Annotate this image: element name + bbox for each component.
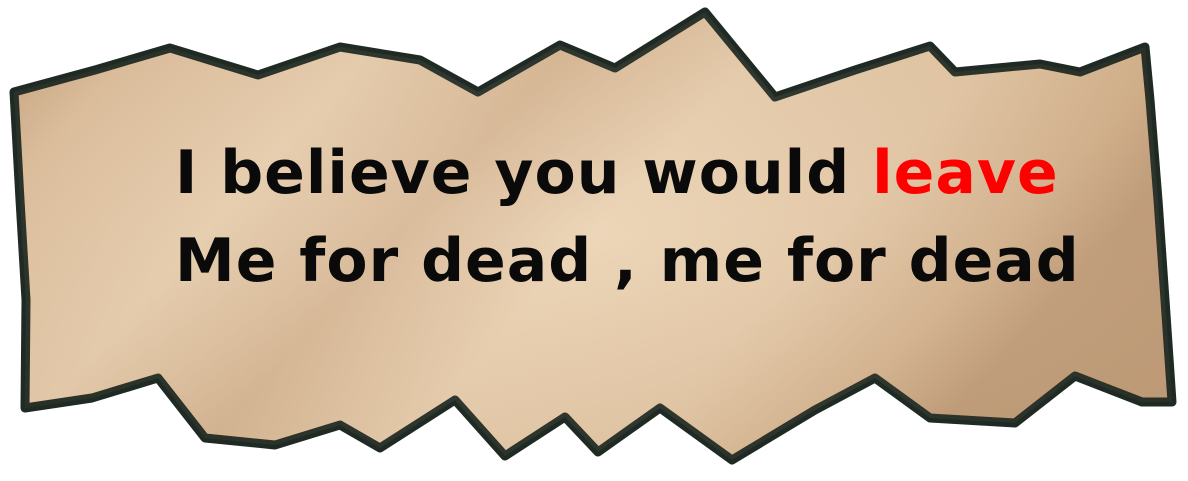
lyrics-line-1-prefix: I believe you would	[175, 138, 873, 208]
lyrics-line-1	[175, 138, 1059, 208]
highlighted-word: leave	[872, 138, 1059, 208]
lyrics-line-2: Me for dead , me for dead	[175, 226, 1080, 296]
